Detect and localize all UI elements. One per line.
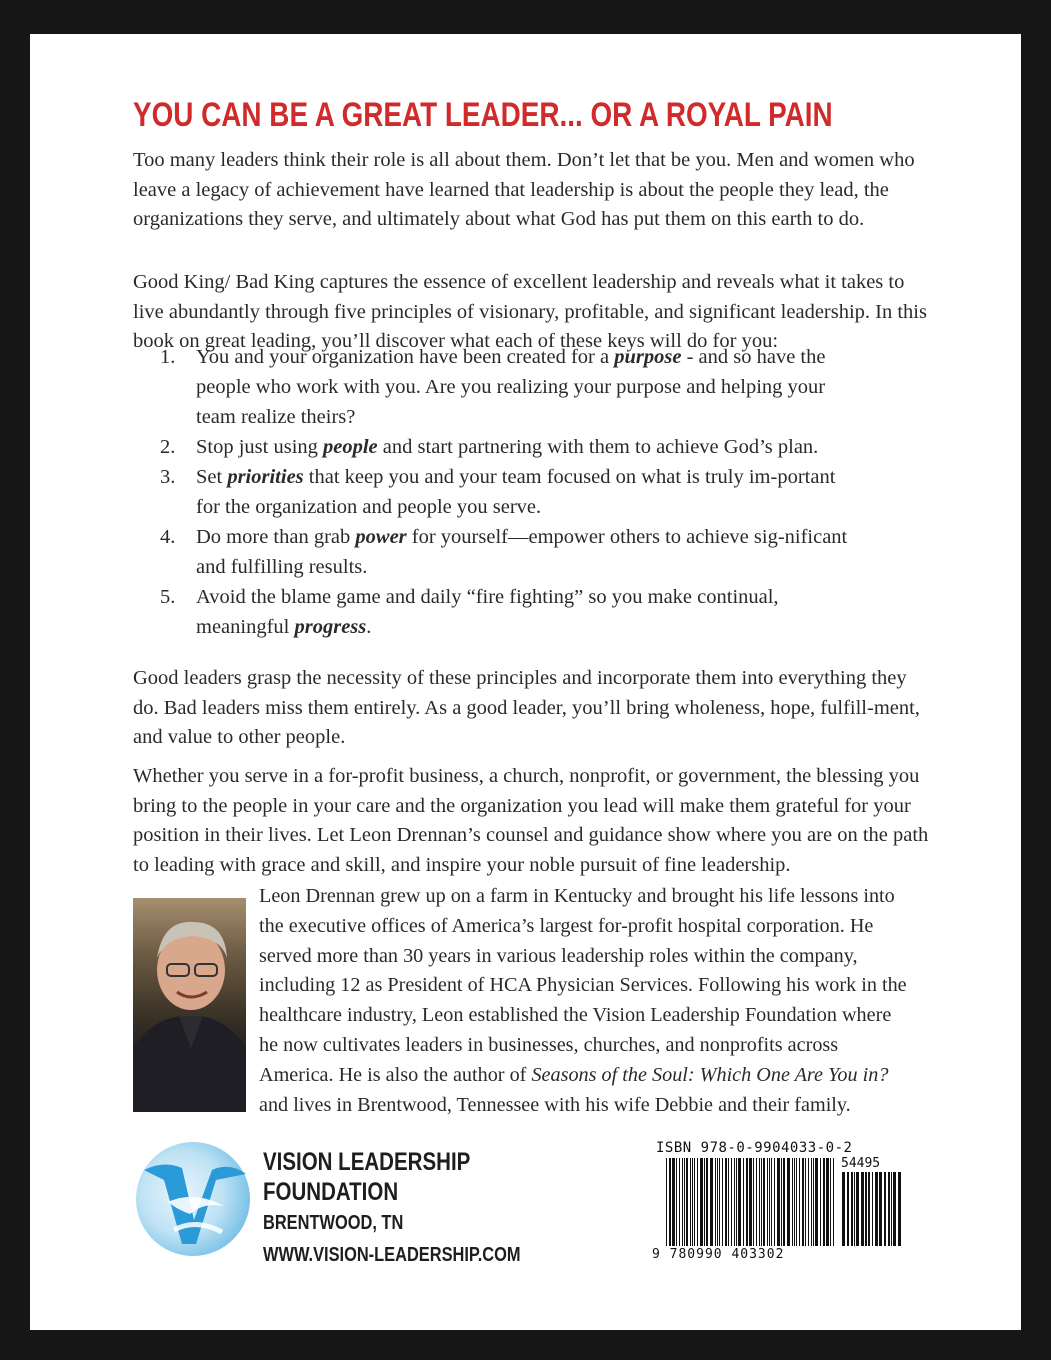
ean-digits: 9 780990 403302 (652, 1247, 785, 1262)
isbn-barcode (646, 1134, 904, 1268)
item-number: 4. (160, 526, 176, 548)
summary-paragraph: Good King/ Bad King captures the essence of excellent leadership and reveals what it takes to live abundantly through five principles of visionary, profitable, and significant leadership. In this book on great leading, you’ll discover what each of these keys will do for you: (133, 271, 927, 352)
list-item: 1. You and your organization have been created for a purpose - and so have the people who work with you. Are you realizing your purpose and helping your team realize theirs? (160, 342, 860, 432)
list-item: 4. Do more than grab power for yourself—empower others to achieve sig-nificant and fulfilling results. (160, 522, 860, 582)
isbn-text: ISBN 978-0-9904033-0-2 (656, 1140, 853, 1156)
keyword: progress (294, 616, 367, 638)
keyword: people (323, 436, 378, 458)
keyword: purpose (614, 346, 682, 368)
intro-paragraph: Too many leaders think their role is all about them. Don’t let that be you. Men and women who leave a legacy of achievement have learned that leadership is about the people they lead, the organizations they serve, and ultimately about what God has put them on this earth to do. (133, 149, 915, 230)
vision-leadership-logo-icon (134, 1140, 252, 1258)
publisher-info (263, 1147, 521, 1270)
author-portrait-icon (133, 898, 246, 1112)
item-number: 2. (160, 436, 176, 458)
closing-paragraph: Whether you serve in a for-profit business, a church, nonprofit, or government, the blessing you bring to the people in your care and the organization you lead will make them grateful for your position in their lives. Let Leon Drennan’s counsel and guidance show where you are on the path to leading with grace and skill, and inspire your noble pursuit of fine leadership. (133, 765, 929, 876)
headline: YOU CAN BE A GREAT LEADER... OR A ROYAL PAIN (133, 96, 833, 134)
publisher-name-line2: FOUNDATION (263, 1178, 399, 1206)
item-number: 1. (160, 346, 176, 368)
barcode-addon-digits: 54495 (841, 1156, 881, 1171)
author-photo (133, 898, 246, 1112)
list-item: 3. Set priorities that keep you and your team focused on what is truly im-portant for the organization and people you serve. (160, 462, 860, 522)
book-title: Seasons of the Soul: Which One Are You in? (531, 1063, 889, 1086)
publisher-name-line1: VISION LEADERSHIP (263, 1148, 471, 1176)
publisher-website: WWW.VISION-LEADERSHIP.COM (263, 1244, 521, 1266)
publisher-location: BRENTWOOD, TN (263, 1212, 404, 1234)
author-bio: Leon Drennan grew up on a farm in Kentucky and brought his life lessons into the executive offices of America’s largest for-profit hospital corporation. He served more than 30 years in various leadership roles within the company, including 12 as President of HCA Physician Services. Following his work in the healthcare industry, Leon established the Vision Leadership Foundation where he now cultivates leaders in businesses, churches, and nonprofits across America. He is also the author of Seasons of the Soul: Which One Are You in? and lives in Brentwood, Tennessee with his wife Debbie and their family. (259, 885, 907, 1116)
item-number: 5. (160, 586, 176, 608)
principles-list (160, 342, 860, 642)
keyword: priorities (227, 466, 304, 488)
keyword: power (355, 526, 407, 548)
good-leaders-paragraph: Good leaders grasp the necessity of these principles and incorporate them into everything they do. Bad leaders miss them entirely. As a good leader, you’ll bring wholeness, hope, fulfill-ment, and value to other people. (133, 667, 920, 748)
list-item: 5. Avoid the blame game and daily “fire fighting” so you make continual, meaningful progress. (160, 582, 860, 642)
item-number: 3. (160, 466, 176, 488)
list-item: 2. Stop just using people and start partnering with them to achieve God’s plan. (160, 432, 860, 462)
